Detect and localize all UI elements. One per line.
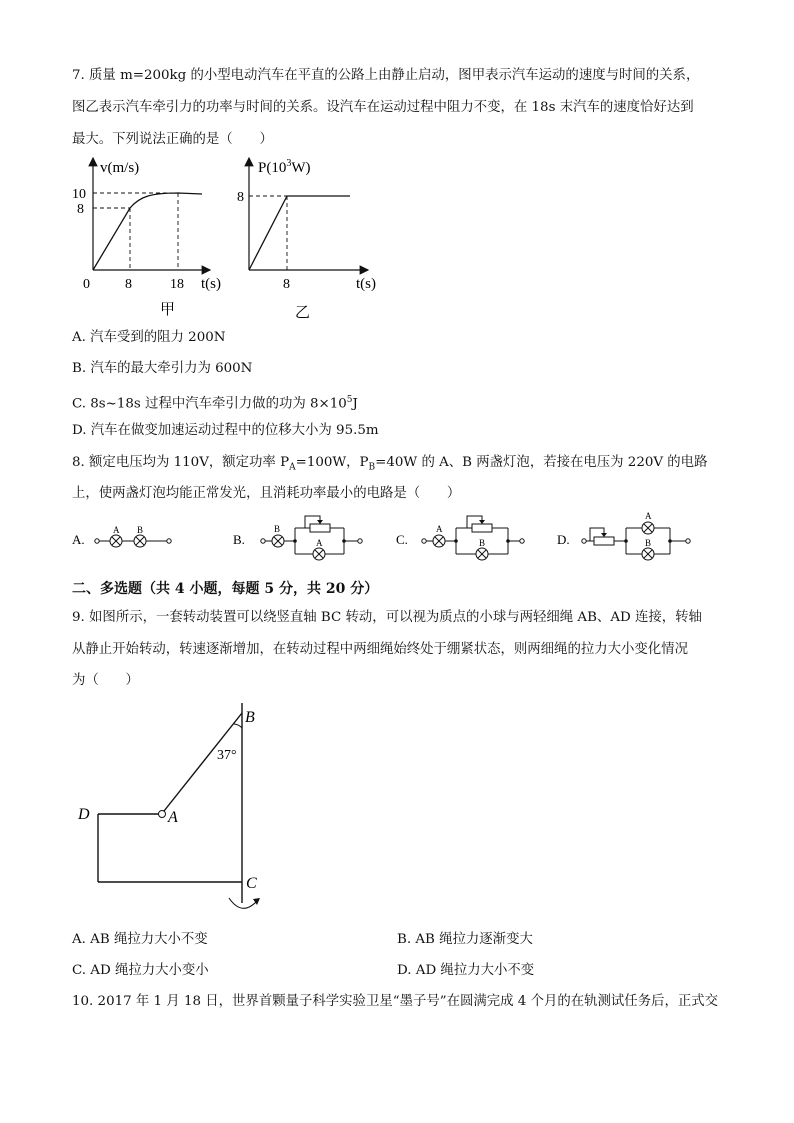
v-axis-label: v(m/s)	[100, 160, 140, 176]
circuit-c[interactable]	[396, 516, 524, 560]
q7-stem-line3: 最大。下列说法正确的是（ ）	[72, 132, 273, 147]
q10-stem-line1: 10. 2017 年 1 月 18 日，世界首颗量子科学实验卫星“墨子号”在圆满完成 4 个月的在轨测试任务后，正式交	[72, 994, 719, 1009]
q7-option-d[interactable]: D. 汽车在做变加速运动过程中的位移大小为 95.5m	[72, 423, 379, 438]
rheostat-icon	[594, 537, 614, 545]
label-a: A	[168, 809, 178, 826]
label-c: C	[246, 875, 257, 892]
lamp-icon	[433, 535, 445, 547]
lamp-icon	[110, 535, 122, 547]
q7-stem-line2: 图乙表示汽车牵引力的功率与时间的关系。设汽车在运动过程中阻力不变，在 18s 末汽车的速度恰好达到	[72, 100, 694, 115]
svg-text:B: B	[645, 538, 652, 548]
label-d: D	[78, 806, 90, 823]
rheostat-icon	[472, 524, 492, 532]
power-time-graph	[232, 150, 392, 325]
lamp-icon	[272, 535, 284, 547]
q9-option-d[interactable]: D. AD 绳拉力大小不变	[397, 963, 535, 978]
q8-circuit-options	[72, 508, 712, 570]
lamp-icon	[642, 548, 654, 560]
q9-stem-line1: 9. 如图所示，一套转动装置可以绕竖直轴 BC 转动，可以视为质点的小球与两轻细绳 AB、AD 连接，转轴	[72, 610, 702, 625]
label-b: B	[245, 709, 255, 726]
svg-text:B.: B.	[233, 532, 245, 547]
q7-option-b[interactable]: B. 汽车的最大牵引力为 600N	[72, 361, 253, 376]
circuit-a[interactable]	[72, 525, 171, 547]
q9-option-a[interactable]: A. AB 绳拉力大小不变	[72, 932, 208, 947]
graph-caption-jia: 甲	[160, 302, 176, 318]
svg-text:C.: C.	[396, 532, 408, 547]
angle-37: 37°	[217, 748, 237, 763]
t-tick-8: 8	[125, 277, 132, 292]
svg-text:A: A	[113, 525, 120, 535]
p-t-curve	[249, 196, 350, 270]
t-tick-8-p: 8	[283, 277, 290, 292]
svg-text:B: B	[479, 538, 486, 548]
section-title-multiple-choice: 二、多选题（共 4 小题，每题 5 分，共 20 分）	[72, 581, 379, 597]
lamp-icon	[642, 522, 654, 534]
q9-rotation-diagram	[72, 695, 292, 920]
t-tick-18: 18	[170, 277, 184, 292]
t-axis-label: t(s)	[201, 276, 221, 292]
rotation-arrow-icon	[229, 898, 257, 908]
lamp-icon	[313, 548, 325, 560]
circuit-d[interactable]	[557, 511, 690, 560]
svg-text:D.: D.	[557, 532, 570, 547]
q9-stem-line3: 为（ ）	[72, 673, 139, 688]
v-t-curve	[93, 193, 202, 270]
p-axis-label: $P(10^3W)$	[258, 158, 311, 176]
lamp-icon	[134, 535, 146, 547]
t-tick-0: 0	[83, 277, 90, 292]
q8-stem-line2: 上，使两盏灯泡均能正常发光，且消耗功率最小的电路是（ ）	[72, 486, 461, 501]
v-tick-10: 10	[72, 187, 86, 202]
p-tick-8: 8	[237, 190, 244, 205]
svg-text:A: A	[645, 511, 652, 521]
svg-text:B: B	[137, 525, 144, 535]
velocity-time-graph	[72, 150, 232, 325]
svg-text:A: A	[316, 538, 323, 548]
lamp-icon	[476, 548, 488, 560]
t-axis-label-p: t(s)	[356, 276, 376, 292]
graph-caption-yi: 乙	[295, 305, 311, 321]
q7-stem-line1: 7. 质量 m=200kg 的小型电动汽车在平直的公路上由静止启动，图甲表示汽车运动的速度与时间的关系，	[72, 68, 700, 83]
q9-option-b[interactable]: B. AB 绳拉力逐渐变大	[397, 932, 533, 947]
q7-option-a[interactable]: A. 汽车受到的阻力 200N	[72, 330, 226, 345]
svg-text:B: B	[274, 524, 281, 534]
circuit-b[interactable]	[233, 516, 362, 560]
q9-stem-line2: 从静止开始转动，转速逐渐增加，在转动过程中两细绳始终处于绷紧状态，则两细绳的拉力大小变化情况	[72, 642, 688, 657]
rheostat-icon	[310, 524, 330, 532]
q7-option-c[interactable]: C. 8s~18s 过程中汽车牵引力做的功为 $8\times 10^5J$	[72, 395, 358, 412]
q9-option-c[interactable]: C. AD 绳拉力大小变小	[72, 963, 209, 978]
q8-stem-line1: 8. 额定电压均为 110V，额定功率 $P_A=100W$，$P_B=40W$ 的 A、B 两盏灯泡，若接在电压为 220V 的电路	[72, 455, 708, 473]
svg-text:A: A	[436, 524, 443, 534]
v-tick-8: 8	[77, 202, 84, 217]
svg-text:A.: A.	[72, 532, 85, 547]
ball-a	[159, 811, 166, 818]
